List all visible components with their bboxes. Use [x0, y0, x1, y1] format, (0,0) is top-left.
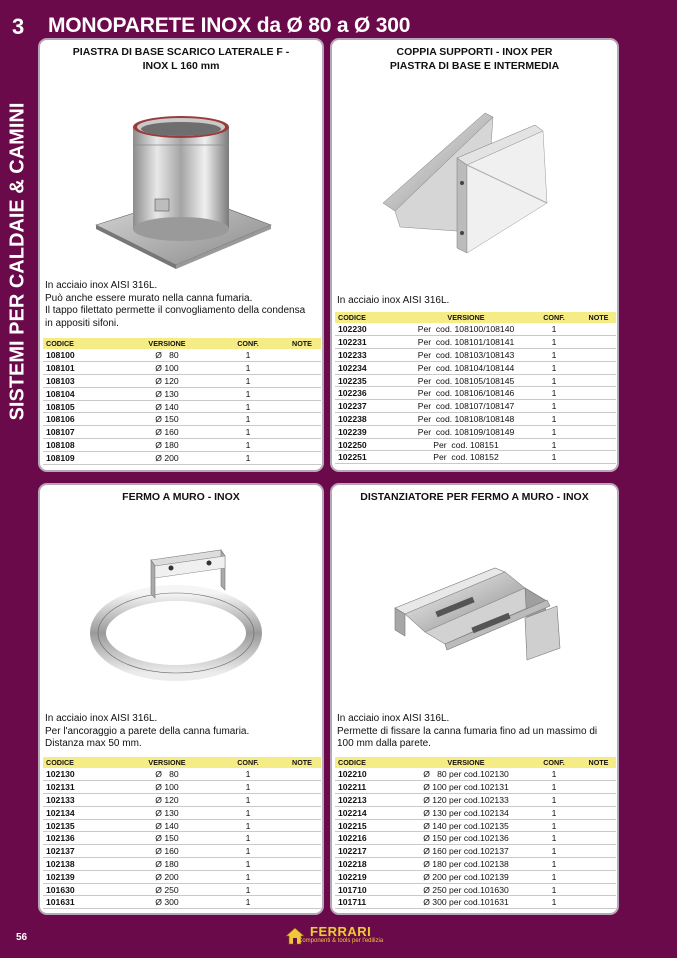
cell-conf: 1	[213, 794, 283, 807]
table-row	[43, 781, 321, 794]
cell-code: 101711	[335, 896, 405, 909]
table-row	[43, 375, 321, 388]
cell-note	[581, 806, 616, 819]
product-panel-base-plate	[38, 38, 324, 472]
table-row	[43, 439, 321, 452]
table-row	[43, 362, 321, 375]
cell-conf: 1	[527, 819, 581, 832]
table-row	[43, 832, 321, 845]
cell-note	[283, 349, 321, 362]
cell-conf: 1	[213, 883, 283, 896]
cell-code: 102235	[335, 374, 405, 387]
cell-note	[581, 336, 616, 349]
cell-code: 108100	[43, 349, 121, 362]
cell-code: 102234	[335, 361, 405, 374]
cell-note	[581, 858, 616, 871]
description-line: In acciaio inox AISI 316L.	[45, 713, 158, 724]
column-header-conf: CONF.	[213, 757, 283, 768]
page-number: 56	[16, 932, 28, 943]
panel-title: DISTANZIATORE PER FERMO A MURO - INOX	[360, 491, 589, 503]
cell-conf: 1	[527, 858, 581, 871]
cell-note	[283, 439, 321, 452]
table-row	[335, 361, 616, 374]
cell-conf: 1	[213, 819, 283, 832]
cell-version: Ø 160	[121, 426, 213, 439]
cell-version: Ø 140	[121, 819, 213, 832]
cell-note	[283, 806, 321, 819]
product-table	[335, 757, 616, 909]
cell-conf: 1	[213, 451, 283, 464]
cell-version: Ø 180 per cod.102138	[405, 858, 527, 871]
cell-version: Per cod. 108105/108145	[405, 374, 527, 387]
cell-code: 108108	[43, 439, 121, 452]
cell-version: Ø 150 per cod.102136	[405, 832, 527, 845]
cell-version: Ø 160	[121, 845, 213, 858]
description-line: In acciaio inox AISI 316L.	[337, 713, 450, 724]
panel-title: PIASTRA DI BASE SCARICO LATERALE F - INOX L 160 mm	[72, 46, 290, 72]
cell-version: Ø 130 per cod.102134	[405, 806, 527, 819]
cell-version: Ø 180	[121, 858, 213, 871]
table-row	[43, 413, 321, 426]
cell-code: 102218	[335, 858, 405, 871]
cell-note	[581, 349, 616, 362]
cell-version: Per cod. 108104/108144	[405, 361, 527, 374]
cell-version: Per cod. 108106/108146	[405, 387, 527, 400]
cell-conf: 1	[213, 400, 283, 413]
cell-note	[581, 819, 616, 832]
cell-version: Per cod. 108152	[405, 451, 527, 464]
cell-version: Ø 250 per cod.101630	[405, 883, 527, 896]
cell-code: 102237	[335, 400, 405, 413]
support-brackets-image	[332, 100, 617, 286]
column-header-code: CODICE	[335, 757, 405, 768]
wall-clamp-image	[40, 533, 322, 703]
cell-note	[283, 794, 321, 807]
cell-note	[581, 768, 616, 781]
cell-note	[283, 858, 321, 871]
cell-note	[581, 323, 616, 336]
cell-conf: 1	[527, 870, 581, 883]
cell-conf: 1	[527, 349, 581, 362]
cell-note	[581, 794, 616, 807]
cell-conf: 1	[213, 349, 283, 362]
cell-conf: 1	[213, 806, 283, 819]
column-header-conf: CONF.	[213, 338, 283, 349]
cell-note	[581, 781, 616, 794]
cell-conf: 1	[213, 362, 283, 375]
table-row	[335, 400, 616, 413]
column-header-version: VERSIONE	[121, 338, 213, 349]
cell-note	[283, 883, 321, 896]
column-header-code: CODICE	[43, 757, 121, 768]
cell-note	[581, 883, 616, 896]
table-row	[43, 883, 321, 896]
table-row	[335, 374, 616, 387]
table-row	[335, 387, 616, 400]
table-header-row	[335, 757, 616, 768]
cell-conf: 1	[527, 781, 581, 794]
table-row	[43, 451, 321, 464]
cell-note	[581, 400, 616, 413]
cell-version: Ø 80 per cod.102130	[405, 768, 527, 781]
cell-code: 102135	[43, 819, 121, 832]
cell-conf: 1	[213, 375, 283, 388]
table-row	[43, 426, 321, 439]
cell-version: Ø 160 per cod.102137	[405, 845, 527, 858]
description-line: Distanza max 50 mm.	[45, 738, 142, 749]
cell-code: 101710	[335, 883, 405, 896]
cell-version: Ø 140 per cod.102135	[405, 819, 527, 832]
table-row	[335, 451, 616, 464]
cell-version: Ø 100	[121, 781, 213, 794]
cell-note	[581, 451, 616, 464]
cell-conf: 1	[213, 896, 283, 909]
cell-note	[581, 374, 616, 387]
description-line: in appositi sifoni.	[45, 317, 119, 329]
cell-note	[283, 768, 321, 781]
cell-code: 102211	[335, 781, 405, 794]
cell-code: 102215	[335, 819, 405, 832]
table-row	[43, 400, 321, 413]
cell-code: 102251	[335, 451, 405, 464]
cell-code: 101631	[43, 896, 121, 909]
cell-version: Per cod. 108107/108147	[405, 400, 527, 413]
cell-code: 102136	[43, 832, 121, 845]
panel-title: FERMO A MURO - INOX	[122, 491, 240, 503]
cell-conf: 1	[527, 387, 581, 400]
cell-note	[283, 832, 321, 845]
brand-subtitle: Componenti & tools per l'edilizia	[298, 938, 384, 944]
cell-conf: 1	[527, 768, 581, 781]
table-row	[335, 896, 616, 909]
cell-conf: 1	[213, 387, 283, 400]
cell-code: 102238	[335, 413, 405, 426]
cell-conf: 1	[527, 425, 581, 438]
cell-version: Ø 130	[121, 387, 213, 400]
table-row	[335, 883, 616, 896]
cell-conf: 1	[213, 858, 283, 871]
cell-note	[581, 832, 616, 845]
description-line: Permette di fissare la canna fumaria fino ad un massimo di	[337, 725, 598, 737]
page-title: MONOPARETE INOX da Ø 80 a Ø 300	[48, 14, 411, 37]
cell-code: 108103	[43, 375, 121, 388]
cell-version: Ø 200	[121, 451, 213, 464]
cell-note	[283, 870, 321, 883]
cell-version: Per cod. 108103/108143	[405, 349, 527, 362]
base-plate-image	[40, 102, 322, 282]
section-number: 3	[12, 14, 25, 39]
cell-version: Ø 120	[121, 375, 213, 388]
cell-note	[283, 896, 321, 909]
cell-code: 108109	[43, 451, 121, 464]
cell-conf: 1	[213, 781, 283, 794]
table-row	[335, 413, 616, 426]
table-row	[43, 387, 321, 400]
cell-code: 102213	[335, 794, 405, 807]
cell-conf: 1	[213, 832, 283, 845]
column-header-conf: CONF.	[527, 312, 581, 323]
cell-code: 102214	[335, 806, 405, 819]
column-header-code: CODICE	[43, 338, 121, 349]
cell-code: 102233	[335, 349, 405, 362]
side-title-text: SISTEMI PER CALDAIE & CAMINI	[6, 102, 29, 421]
cell-version: Ø 180	[121, 439, 213, 452]
table-row	[335, 781, 616, 794]
cell-note	[581, 896, 616, 909]
cell-conf: 1	[527, 896, 581, 909]
cell-conf: 1	[527, 336, 581, 349]
column-header-note: NOTE	[581, 757, 616, 768]
cell-version: Ø 100 per cod.102131	[405, 781, 527, 794]
product-panel-spacer	[330, 483, 619, 915]
cell-code: 102133	[43, 794, 121, 807]
table-row	[335, 768, 616, 781]
table-row	[43, 819, 321, 832]
product-table	[335, 312, 616, 464]
cell-code: 102239	[335, 425, 405, 438]
cell-code: 102131	[43, 781, 121, 794]
cell-note	[283, 426, 321, 439]
cell-code: 102217	[335, 845, 405, 858]
cell-code: 102230	[335, 323, 405, 336]
description-line: Il tappo filettato permette il convogliamento della condensa	[45, 305, 306, 316]
product-panel-wall-clamp	[38, 483, 324, 915]
table-row	[43, 768, 321, 781]
cell-code: 102210	[335, 768, 405, 781]
cell-conf: 1	[213, 845, 283, 858]
description-line: In acciaio inox AISI 316L.	[45, 280, 158, 291]
table-row	[335, 870, 616, 883]
cell-conf: 1	[527, 374, 581, 387]
cell-note	[283, 362, 321, 375]
table-row	[43, 896, 321, 909]
table-row	[335, 845, 616, 858]
brand-name: FERRARI	[310, 924, 372, 939]
cell-note	[283, 400, 321, 413]
cell-code: 108106	[43, 413, 121, 426]
cell-version: Ø 200 per cod.102139	[405, 870, 527, 883]
table-row	[43, 870, 321, 883]
cell-code: 102137	[43, 845, 121, 858]
cell-conf: 1	[213, 439, 283, 452]
cell-note	[283, 413, 321, 426]
table-row	[335, 349, 616, 362]
column-header-version: VERSIONE	[405, 312, 527, 323]
cell-version: Ø 250	[121, 883, 213, 896]
cell-note	[581, 361, 616, 374]
cell-version: Ø 200	[121, 870, 213, 883]
cell-code: 102130	[43, 768, 121, 781]
description-line: In acciaio inox AISI 316L.	[337, 295, 450, 306]
table-row	[335, 438, 616, 451]
cell-code: 102250	[335, 438, 405, 451]
table-row	[335, 819, 616, 832]
cell-conf: 1	[213, 413, 283, 426]
cell-conf: 1	[527, 413, 581, 426]
cell-conf: 1	[213, 768, 283, 781]
cell-version: Ø 140	[121, 400, 213, 413]
cell-version: Ø 120 per cod.102133	[405, 794, 527, 807]
table-row	[335, 806, 616, 819]
table-header-row	[335, 312, 616, 323]
product-table	[43, 757, 321, 909]
cell-version: Per cod. 108151	[405, 438, 527, 451]
panel-description	[337, 713, 612, 751]
column-header-code: CODICE	[335, 312, 405, 323]
table-row	[335, 858, 616, 871]
table-row	[335, 794, 616, 807]
cell-version: Ø 130	[121, 806, 213, 819]
column-header-note: NOTE	[581, 312, 616, 323]
cell-note	[283, 845, 321, 858]
cell-conf: 1	[527, 806, 581, 819]
description-line: Può anche essere murato nella canna fumaria.	[45, 292, 253, 304]
product-panel-supports	[330, 38, 619, 472]
cell-note	[283, 375, 321, 388]
cell-code: 102236	[335, 387, 405, 400]
table-row	[43, 858, 321, 871]
cell-conf: 1	[527, 845, 581, 858]
cell-conf: 1	[213, 426, 283, 439]
cell-code: 102219	[335, 870, 405, 883]
table-row	[43, 806, 321, 819]
cell-note	[283, 387, 321, 400]
cell-version: Ø 120	[121, 794, 213, 807]
cell-conf: 1	[527, 794, 581, 807]
cell-note	[581, 387, 616, 400]
panel-title: COPPIA SUPPORTI - INOX PER PIASTRA DI BASE E INTERMEDIA	[389, 46, 560, 72]
cell-code: 102139	[43, 870, 121, 883]
side-title	[4, 50, 32, 480]
cell-code: 102138	[43, 858, 121, 871]
cell-version: Per cod. 108100/108140	[405, 323, 527, 336]
table-row	[43, 845, 321, 858]
cell-note	[283, 451, 321, 464]
cell-version: Ø 100	[121, 362, 213, 375]
table-row	[43, 794, 321, 807]
column-header-version: VERSIONE	[121, 757, 213, 768]
cell-note	[283, 781, 321, 794]
description-line: Per l'ancoraggio a parete della canna fumaria.	[45, 725, 250, 737]
cell-note	[581, 438, 616, 451]
cell-code: 101630	[43, 883, 121, 896]
cell-conf: 1	[527, 438, 581, 451]
cell-code: 102134	[43, 806, 121, 819]
column-header-conf: CONF.	[527, 757, 581, 768]
cell-code: 102231	[335, 336, 405, 349]
cell-note	[581, 413, 616, 426]
cell-conf: 1	[527, 883, 581, 896]
table-row	[335, 425, 616, 438]
cell-version: Ø 150	[121, 832, 213, 845]
panel-description	[337, 295, 612, 308]
cell-conf: 1	[527, 400, 581, 413]
cell-conf: 1	[527, 451, 581, 464]
cell-version: Ø 300	[121, 896, 213, 909]
panel-description	[45, 280, 317, 330]
cell-version: Ø 80	[121, 349, 213, 362]
cell-note	[581, 870, 616, 883]
cell-note	[581, 425, 616, 438]
cell-version: Per cod. 108108/108148	[405, 413, 527, 426]
cell-version: Ø 150	[121, 413, 213, 426]
brand-logo	[284, 924, 404, 948]
table-header-row	[43, 757, 321, 768]
cell-version: Per cod. 108109/108149	[405, 425, 527, 438]
cell-conf: 1	[213, 870, 283, 883]
cell-version: Ø 300 per cod.101631	[405, 896, 527, 909]
cell-conf: 1	[527, 323, 581, 336]
table-row	[43, 349, 321, 362]
cell-code: 108104	[43, 387, 121, 400]
description-line: 100 mm dalla parete.	[337, 738, 431, 749]
spacer-bracket-image	[332, 543, 617, 693]
cell-version: Per cod. 108101/108141	[405, 336, 527, 349]
panel-description	[45, 713, 317, 751]
table-row	[335, 336, 616, 349]
cell-code: 108107	[43, 426, 121, 439]
cell-note	[581, 845, 616, 858]
cell-code: 108101	[43, 362, 121, 375]
column-header-note: NOTE	[283, 757, 321, 768]
table-row	[335, 832, 616, 845]
table-row	[335, 323, 616, 336]
column-header-version: VERSIONE	[405, 757, 527, 768]
table-header-row	[43, 338, 321, 349]
cell-version: Ø 80	[121, 768, 213, 781]
cell-conf: 1	[527, 832, 581, 845]
column-header-note: NOTE	[283, 338, 321, 349]
cell-conf: 1	[527, 361, 581, 374]
product-table	[43, 338, 321, 465]
cell-code: 108105	[43, 400, 121, 413]
cell-note	[283, 819, 321, 832]
cell-code: 102216	[335, 832, 405, 845]
